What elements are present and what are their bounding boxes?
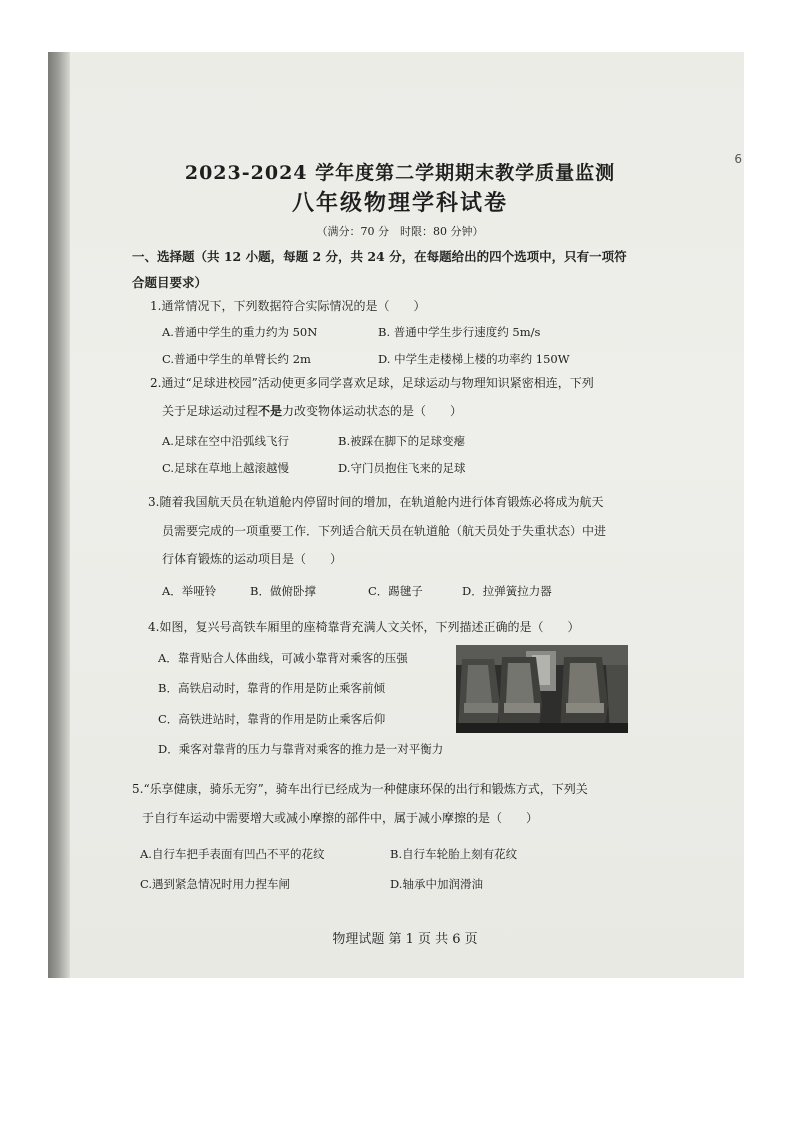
section-title-line: 合题目要求） — [132, 275, 208, 290]
option-a: A.自行车把手表面有凹凸不平的花纹 — [140, 847, 325, 861]
option-a: A．举哑铃 — [162, 584, 217, 598]
exam-subtitle: 八年级物理学科试卷 — [291, 190, 508, 216]
page-footer: 物理试题 第 1 页 共 6 页 — [332, 932, 478, 947]
option-a: A.普通中学生的重力约为 50N — [162, 325, 318, 339]
question-stem: 员需要完成的一项重要工作．下列适合航天员在轨道舱（航天员处于失重状态）中进 — [162, 524, 607, 538]
option-b: B．高铁启动时，靠背的作用是防止乘客前倾 — [158, 681, 385, 695]
page-edge-mark: 6 — [734, 152, 742, 166]
option-b: B.被踩在脚下的足球变瘪 — [338, 434, 466, 448]
exam-title: 2023-2024 学年度第二学期期末教学质量监测 — [184, 162, 616, 184]
option-a: A．靠背贴合人体曲线，可减小靠背对乘客的压强 — [158, 651, 408, 665]
question-stem-text: 关于足球运动过程 — [162, 404, 259, 418]
question-stem: 1.通常情况下，下列数据符合实际情况的是（ ） — [150, 299, 426, 313]
section-title-line: 一、选择题（共 12 小题，每题 2 分，共 24 分，在每题给出的四个选项中，只有一项符 — [132, 249, 627, 264]
exam-sheet — [70, 52, 744, 978]
option-b: B．做俯卧撑 — [250, 584, 316, 598]
question-stem: 3.随着我国航天员在轨道舱内停留时间的增加，在轨道舱内进行体育锻炼必将成为航天 — [148, 495, 604, 509]
option-c: C.足球在草地上越滚越慢 — [162, 461, 290, 475]
option-c: C.遇到紧急情况时用力捏车闸 — [140, 877, 291, 891]
exam-photo — [48, 52, 744, 978]
option-c: C.普通中学生的单臂长约 2m — [162, 352, 311, 366]
option-d: D．乘客对靠背的压力与靠背对乘客的推力是一对平衡力 — [158, 742, 444, 756]
option-d: D．拉弹簧拉力器 — [462, 584, 552, 598]
question-stem: 4.如图，复兴号高铁车厢里的座椅靠背充满人文关怀，下列描述正确的是（ ） — [148, 620, 580, 634]
question-stem — [162, 402, 462, 419]
question-stem-text: 力改变物体运动状态的是（ ） — [282, 404, 463, 418]
train-seat-illustration — [456, 645, 628, 733]
question-stem: 2.通过“足球进校园”活动使更多同学喜欢足球，足球运动与物理知识紧密相连，下列 — [150, 376, 594, 390]
question-stem: 行体育锻炼的运动项目是（ ） — [162, 552, 343, 566]
option-d: D.守门员抱住飞来的足球 — [338, 461, 466, 475]
train-seat-photo — [456, 645, 628, 733]
question-stem: 于自行车运动中需要增大或减小摩擦的部件中，属于减小摩擦的是（ ） — [142, 811, 539, 825]
option-c: C．高铁进站时，靠背的作用是防止乘客后仰 — [158, 712, 386, 726]
option-d: D. 中学生走楼梯上楼的功率约 150W — [378, 352, 570, 366]
exam-meta: （满分：70 分 时限：80 分钟） — [316, 225, 484, 238]
option-a: A.足球在空中沿弧线飞行 — [162, 434, 289, 448]
section-title — [132, 244, 652, 296]
emphasis-text: 不是 — [258, 404, 283, 418]
option-d: D.轴承中加润滑油 — [390, 877, 483, 891]
option-b: B. 普通中学生步行速度约 5m/s — [378, 325, 541, 339]
option-b: B.自行车轮胎上刻有花纹 — [390, 847, 518, 861]
option-c: C．踢毽子 — [368, 584, 423, 598]
question-stem: 5.“乐享健康，骑乐无穷”，骑车出行已经成为一种健康环保的出行和锻炼方式，下列关 — [132, 782, 588, 796]
